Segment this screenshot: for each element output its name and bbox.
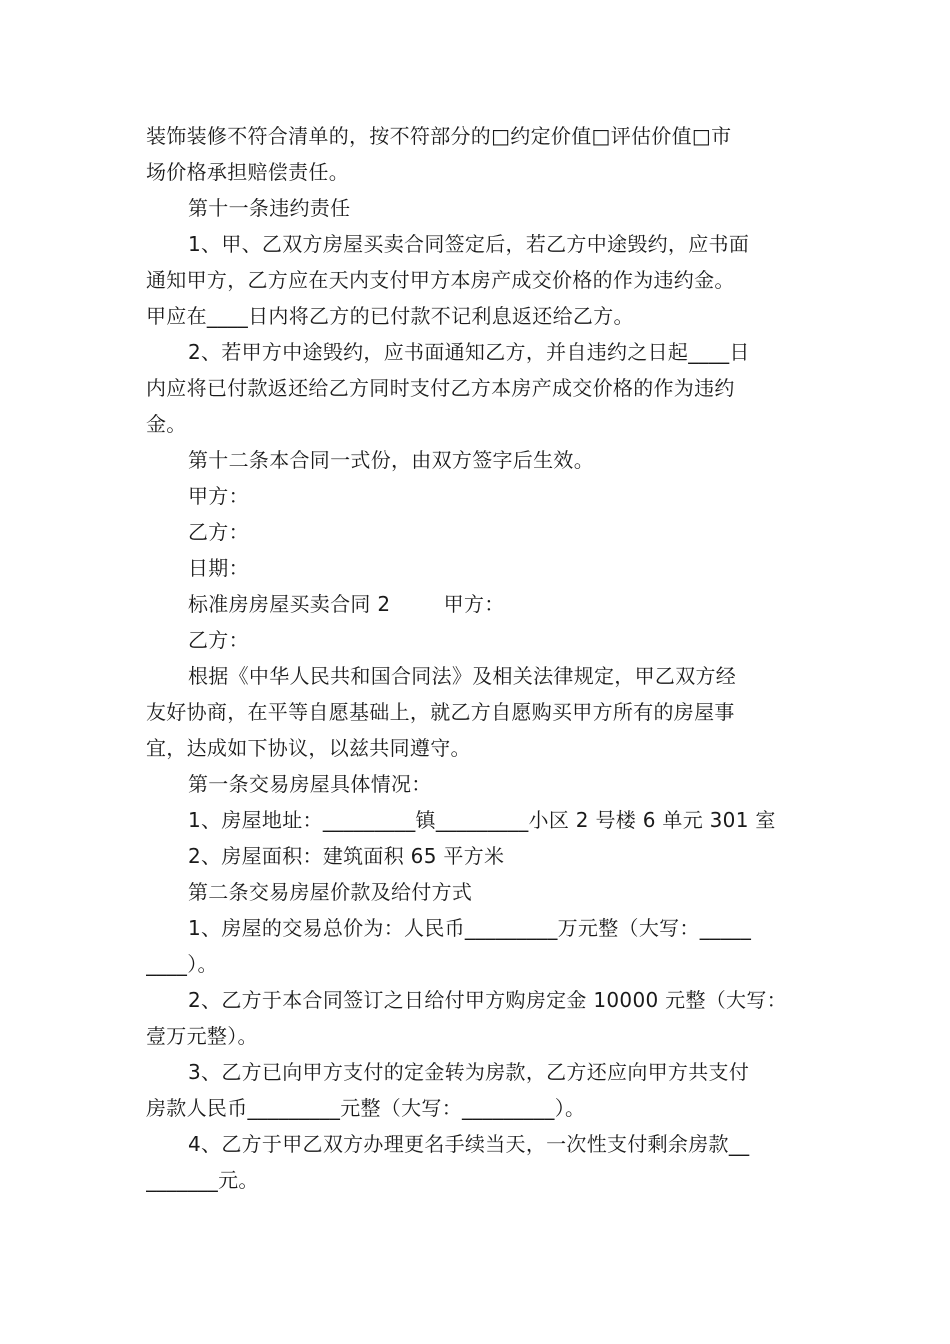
document-line: 乙方： [188,628,249,652]
document-line: 第一条交易房屋具体情况： [188,772,432,796]
document-line: 房款人民币_________元整（大写：_________）。 [146,1096,586,1120]
document-line: 内应将已付款返还给乙方同时支付乙方本房产成交价格的作为违约 [146,376,735,400]
document-line: 乙方： [188,520,249,544]
document-line: 标准房房屋买卖合同 2 甲方： [188,592,505,616]
document-line: 根据《中华人民共和国合同法》及相关法律规定，甲乙双方经 [188,664,737,688]
document-line: _______元。 [146,1168,259,1192]
document-line: ____）。 [146,952,218,976]
document-line: 第十一条违约责任 [188,196,351,220]
document-line: 4、乙方于甲乙双方办理更名手续当天，一次性支付剩余房款__ [188,1132,750,1156]
document-line: 1、甲、乙双方房屋买卖合同签定后，若乙方中途毁约，应书面 [188,232,750,256]
document-line: 1、房屋地址：_________镇_________小区 2 号楼 6 单元 301 室 [188,808,776,832]
document-line: 3、乙方已向甲方支付的定金转为房款，乙方还应向甲方共支付 [188,1060,750,1084]
document-line: 2、若甲方中途毁约，应书面通知乙方，并自违约之日起____日 [188,340,750,364]
document-line: 第二条交易房屋价款及给付方式 [188,880,473,904]
document-line: 装饰装修不符合清单的，按不符部分的□约定价值□评估价值□市 [146,124,732,148]
document-line: 第十二条本合同一式份，由双方签字后生效。 [188,448,594,472]
document-line: 壹万元整）。 [146,1024,258,1048]
document-line: 甲方： [188,484,249,508]
document-page [146,118,816,1198]
document-line: 金。 [146,412,187,436]
document-line: 宜，达成如下协议，以兹共同遵守。 [146,736,471,760]
document-line: 2、乙方于本合同签订之日给付甲方购房定金 10000 元整（大写： [188,988,787,1012]
document-line: 场价格承担赔偿责任。 [146,160,349,184]
document-line: 1、房屋的交易总价为：人民币_________万元整（大写：_____ [188,916,752,940]
document-line: 2、房屋面积：建筑面积 65 平方米 [188,844,505,868]
document-line: 日期： [188,556,249,580]
document-line: 甲应在____日内将乙方的已付款不记利息返还给乙方。 [146,304,634,328]
document-line: 友好协商，在平等自愿基础上，就乙方自愿购买甲方所有的房屋事 [146,700,735,724]
document-line: 通知甲方，乙方应在天内支付甲方本房产成交价格的作为违约金。 [146,268,735,292]
